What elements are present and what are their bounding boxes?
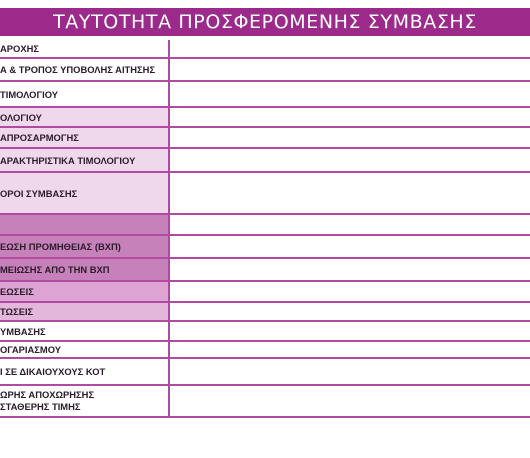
row-value-cell	[170, 82, 530, 106]
row-value-cell	[170, 215, 530, 234]
row-value-cell	[170, 40, 530, 57]
row-value-cell	[170, 322, 530, 340]
table-row	[0, 82, 530, 108]
row-label	[0, 386, 170, 416]
table-row	[0, 215, 530, 236]
row-label: ΟΓΑΡΙΑΣΜΟΥ	[0, 342, 170, 357]
contract-identity-table	[0, 40, 530, 418]
row-value-cell	[170, 282, 530, 301]
row-value-cell	[170, 386, 530, 416]
row-label: ΕΩΣΗ ΠΡΟΜΗΘΕΙΑΣ (ΒΧΠ)	[0, 236, 170, 257]
table-row	[0, 386, 530, 418]
row-value-cell	[170, 173, 530, 213]
row-value-cell	[170, 108, 530, 126]
row-label: Ι ΣΕ ΔΙΚΑΙΟΥΧΟΥΣ ΚΟΤ	[0, 359, 170, 384]
row-label: ΑΡΑΚΤΗΡΙΣΤΙΚΑ ΤΙΜΟΛΟΓΙΟΥ	[0, 149, 170, 171]
row-value-cell	[170, 342, 530, 357]
row-label: ΟΡΟΙ ΣΥΜΒΑΣΗΣ	[0, 173, 170, 213]
table-row	[0, 282, 530, 303]
table-row	[0, 108, 530, 128]
row-label: ΤΩΣΕΙΣ	[0, 303, 170, 320]
row-value-cell	[170, 149, 530, 171]
row-label: ΥΜΒΑΣΗΣ	[0, 322, 170, 340]
table-row	[0, 322, 530, 342]
row-label-line-1: ΩΡΗΣ ΑΠΟΧΩΡΗΣΗΣ	[0, 389, 95, 400]
table-row	[0, 149, 530, 173]
table-row	[0, 259, 530, 282]
table-row	[0, 342, 530, 359]
page-title: ΤΑΥΤΟΤΗΤΑ ΠΡΟΣΦΕΡΟΜΕΝΗΣ ΣΥΜΒΑΣΗΣ	[0, 8, 530, 36]
table-row	[0, 359, 530, 386]
table-row	[0, 173, 530, 215]
row-label: ΟΛΟΓΙΟΥ	[0, 108, 170, 126]
row-value-cell	[170, 359, 530, 384]
row-value-cell	[170, 59, 530, 80]
table-row	[0, 303, 530, 322]
row-label: ΑΠΡΟΣΑΡΜΟΓΗΣ	[0, 128, 170, 147]
row-value-cell	[170, 236, 530, 257]
row-value-cell	[170, 128, 530, 147]
row-value-cell	[170, 303, 530, 320]
row-label	[0, 215, 170, 234]
row-value-cell	[170, 259, 530, 280]
row-label-line-2: ΣΤΑΘΕΡΗΣ ΤΙΜΗΣ	[0, 401, 81, 412]
table-row	[0, 128, 530, 149]
row-label: Α & ΤΡΟΠΟΣ ΥΠΟΒΟΛΗΣ ΑΙΤΗΣΗΣ	[0, 59, 170, 80]
row-label: ΕΩΣΕΙΣ	[0, 282, 170, 301]
row-label: ΤΙΜΟΛΟΓΙΟΥ	[0, 82, 170, 106]
table-row	[0, 40, 530, 59]
row-label: ΑΡΟΧΗΣ	[0, 40, 170, 57]
row-label: ΜΕΙΩΣΗΣ ΑΠΟ ΤΗΝ ΒΧΠ	[0, 259, 170, 280]
table-row	[0, 59, 530, 82]
table-row	[0, 236, 530, 259]
